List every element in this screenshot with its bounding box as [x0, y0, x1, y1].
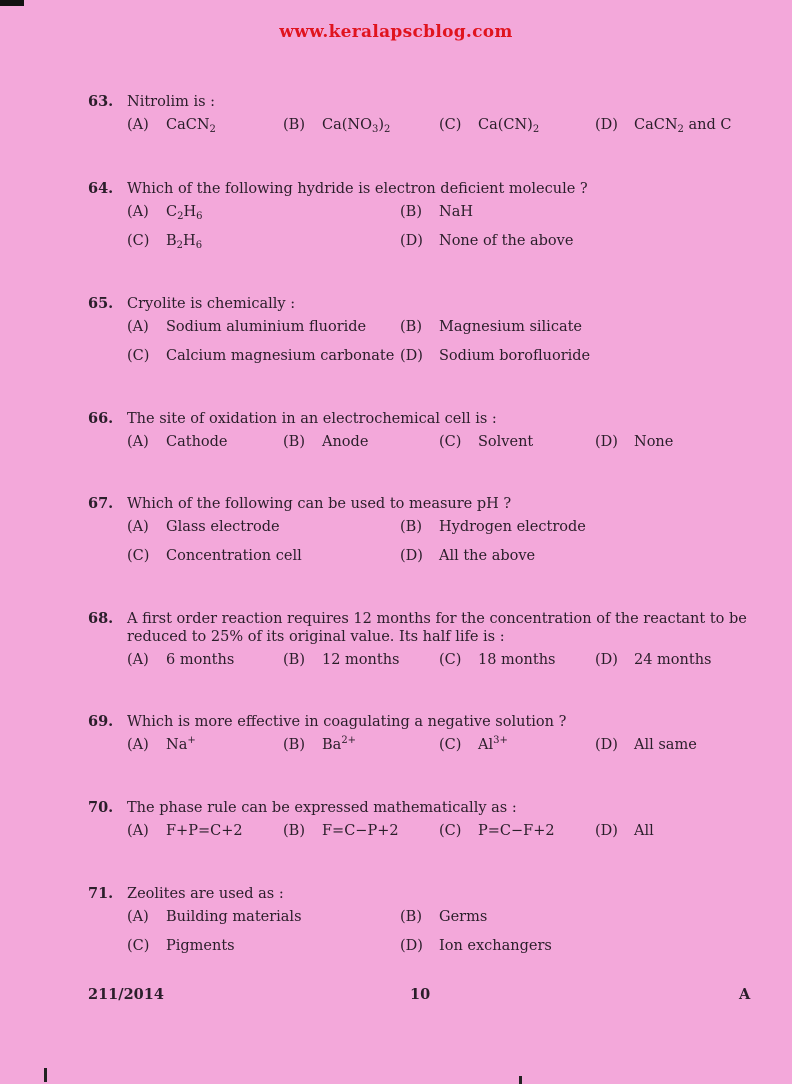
option-letter: (C) — [439, 652, 462, 668]
option-text: $B_2H_6$ — [166, 233, 203, 251]
option-text: Calcium magnesium carbonate — [166, 348, 395, 364]
question-65 — [88, 295, 768, 371]
question-number: 65. — [88, 295, 114, 312]
question-number: 70. — [88, 799, 114, 816]
option-letter: (B) — [400, 909, 422, 925]
option-b — [283, 117, 390, 133]
option-text: All same — [634, 737, 697, 753]
question-64 — [88, 180, 768, 256]
option-letter: (B) — [283, 823, 305, 839]
option-c — [439, 737, 508, 753]
question-number: 64. — [88, 180, 114, 197]
option-a — [127, 823, 243, 839]
option-text: Sodium aluminium fluoride — [166, 319, 367, 335]
question-63 — [88, 93, 768, 139]
option-c — [439, 823, 555, 839]
option-b — [400, 909, 487, 925]
option-letter: (B) — [283, 737, 305, 753]
question-text: A first order reaction requires 12 months for the concentration of the reactant to be reduced to 25% of its original value. Its half life is : — [127, 611, 747, 645]
option-letter: (B) — [283, 652, 305, 668]
option-letter: (A) — [127, 204, 149, 220]
option-a — [127, 909, 302, 925]
option-text: 18 months — [478, 652, 556, 668]
option-text: Ion exchangers — [439, 938, 552, 954]
option-text: Solvent — [478, 434, 534, 450]
question-text: Cryolite is chemically : — [127, 296, 296, 312]
option-letter: (C) — [127, 233, 150, 249]
option-text: Germs — [439, 909, 488, 925]
option-text: 12 months — [322, 652, 400, 668]
option-c — [127, 233, 202, 249]
option-text: All the above — [439, 548, 536, 564]
footer-series: A — [739, 986, 751, 1003]
option-text: Sodium borofluoride — [439, 348, 591, 364]
question-text: Zeolites are used as : — [127, 886, 284, 902]
option-a — [127, 434, 228, 450]
question-70 — [88, 799, 768, 845]
option-letter: (A) — [127, 737, 149, 753]
option-d — [400, 233, 573, 249]
question-text: Which of the following hydride is electron deficient molecule ? — [127, 181, 588, 197]
option-text: Anode — [322, 434, 369, 450]
option-text: CaCN$_2$ — [166, 117, 216, 135]
option-d — [400, 548, 535, 564]
question-text: The phase rule can be expressed mathematically as : — [127, 800, 517, 816]
option-letter: (A) — [127, 519, 149, 535]
option-d — [595, 652, 711, 668]
option-d — [400, 938, 552, 954]
option-text: None — [634, 434, 674, 450]
option-text: Building materials — [166, 909, 302, 925]
option-letter: (B) — [283, 434, 305, 450]
question-number: 69. — [88, 713, 114, 730]
option-d — [595, 434, 673, 450]
question-67 — [88, 495, 768, 571]
option-letter: (B) — [400, 519, 422, 535]
option-text: $Ba^{2+}$ — [322, 735, 357, 753]
option-a — [127, 204, 203, 220]
option-text: $Ca(CN)_2$ — [478, 117, 540, 135]
question-66 — [88, 410, 768, 456]
option-letter: (A) — [127, 652, 149, 668]
option-letter: (D) — [595, 823, 618, 839]
question-number: 68. — [88, 610, 114, 627]
header-url: www.keralapscblog.com — [279, 22, 513, 42]
option-letter: (D) — [400, 348, 423, 364]
option-b — [283, 434, 368, 450]
question-71 — [88, 885, 768, 961]
option-c — [439, 117, 539, 133]
question-text: Which of the following can be used to measure pH ? — [127, 496, 512, 512]
option-a — [127, 519, 280, 535]
option-letter: (B) — [283, 117, 305, 133]
option-c — [439, 652, 555, 668]
option-text: None of the above — [439, 233, 574, 249]
option-a — [127, 117, 216, 133]
option-text: Cathode — [166, 434, 228, 450]
option-text: F+P=C+2 — [166, 823, 243, 839]
option-text: P=C−F+2 — [478, 823, 555, 839]
option-letter: (D) — [400, 233, 423, 249]
option-d — [595, 823, 654, 839]
question-number: 66. — [88, 410, 114, 427]
option-letter: (C) — [127, 348, 150, 364]
footer-page-number: 10 — [410, 986, 431, 1003]
option-letter: (A) — [127, 319, 149, 335]
option-text: Glass electrode — [166, 519, 280, 535]
option-text: 6 months — [166, 652, 235, 668]
option-b — [400, 519, 586, 535]
option-letter: (C) — [439, 117, 462, 133]
option-text: 24 months — [634, 652, 712, 668]
option-letter: (B) — [400, 319, 422, 335]
option-b — [283, 823, 399, 839]
option-text: Magnesium silicate — [439, 319, 582, 335]
question-number: 71. — [88, 885, 114, 902]
option-text: F=C−P+2 — [322, 823, 399, 839]
option-b — [283, 737, 356, 753]
option-d — [595, 117, 731, 133]
option-letter: (C) — [439, 434, 462, 450]
scan-corner-mark — [0, 0, 24, 6]
option-a — [127, 319, 366, 335]
option-b — [283, 652, 399, 668]
option-letter: (D) — [400, 548, 423, 564]
question-text: Which is more effective in coagulating a negative solution ? — [127, 714, 567, 730]
option-letter: (A) — [127, 909, 149, 925]
option-text: Pigments — [166, 938, 235, 954]
question-text: The site of oxidation in an electrochemical cell is : — [127, 411, 497, 427]
option-text: All — [634, 823, 654, 839]
question-68 — [88, 610, 768, 674]
option-letter: (A) — [127, 823, 149, 839]
question-69 — [88, 713, 768, 759]
option-letter: (C) — [439, 737, 462, 753]
option-d — [595, 737, 697, 753]
option-c — [127, 548, 302, 564]
scan-tick-mark — [44, 1068, 47, 1082]
option-text: $Ca(NO_3)_2$ — [322, 117, 391, 135]
option-letter: (A) — [127, 434, 149, 450]
option-c — [439, 434, 533, 450]
option-b — [400, 319, 582, 335]
option-letter: (D) — [595, 434, 618, 450]
option-letter: (A) — [127, 117, 149, 133]
option-letter: (D) — [595, 652, 618, 668]
option-letter: (B) — [400, 204, 422, 220]
option-c — [127, 348, 394, 364]
option-letter: (D) — [595, 117, 618, 133]
option-d — [400, 348, 590, 364]
option-letter: (D) — [400, 938, 423, 954]
option-text: Concentration cell — [166, 548, 302, 564]
option-text: Na+ — [166, 735, 196, 753]
option-a — [127, 652, 234, 668]
option-letter: (C) — [127, 548, 150, 564]
option-c — [127, 938, 235, 954]
option-letter: (C) — [127, 938, 150, 954]
scan-tick-mark — [519, 1076, 522, 1084]
option-letter: (C) — [439, 823, 462, 839]
question-number: 67. — [88, 495, 114, 512]
option-text: NaH — [439, 204, 473, 220]
footer-code: 211/2014 — [88, 986, 164, 1003]
question-number: 63. — [88, 93, 114, 110]
option-text: CaCN$_2$ and C — [634, 117, 732, 135]
option-letter: (D) — [595, 737, 618, 753]
question-text: Nitrolim is : — [127, 94, 216, 110]
option-text: $Al^{3+}$ — [478, 735, 508, 753]
option-text: $C_2H_6$ — [166, 204, 203, 222]
option-b — [400, 204, 473, 220]
option-a — [127, 737, 196, 753]
option-text: Hydrogen electrode — [439, 519, 586, 535]
